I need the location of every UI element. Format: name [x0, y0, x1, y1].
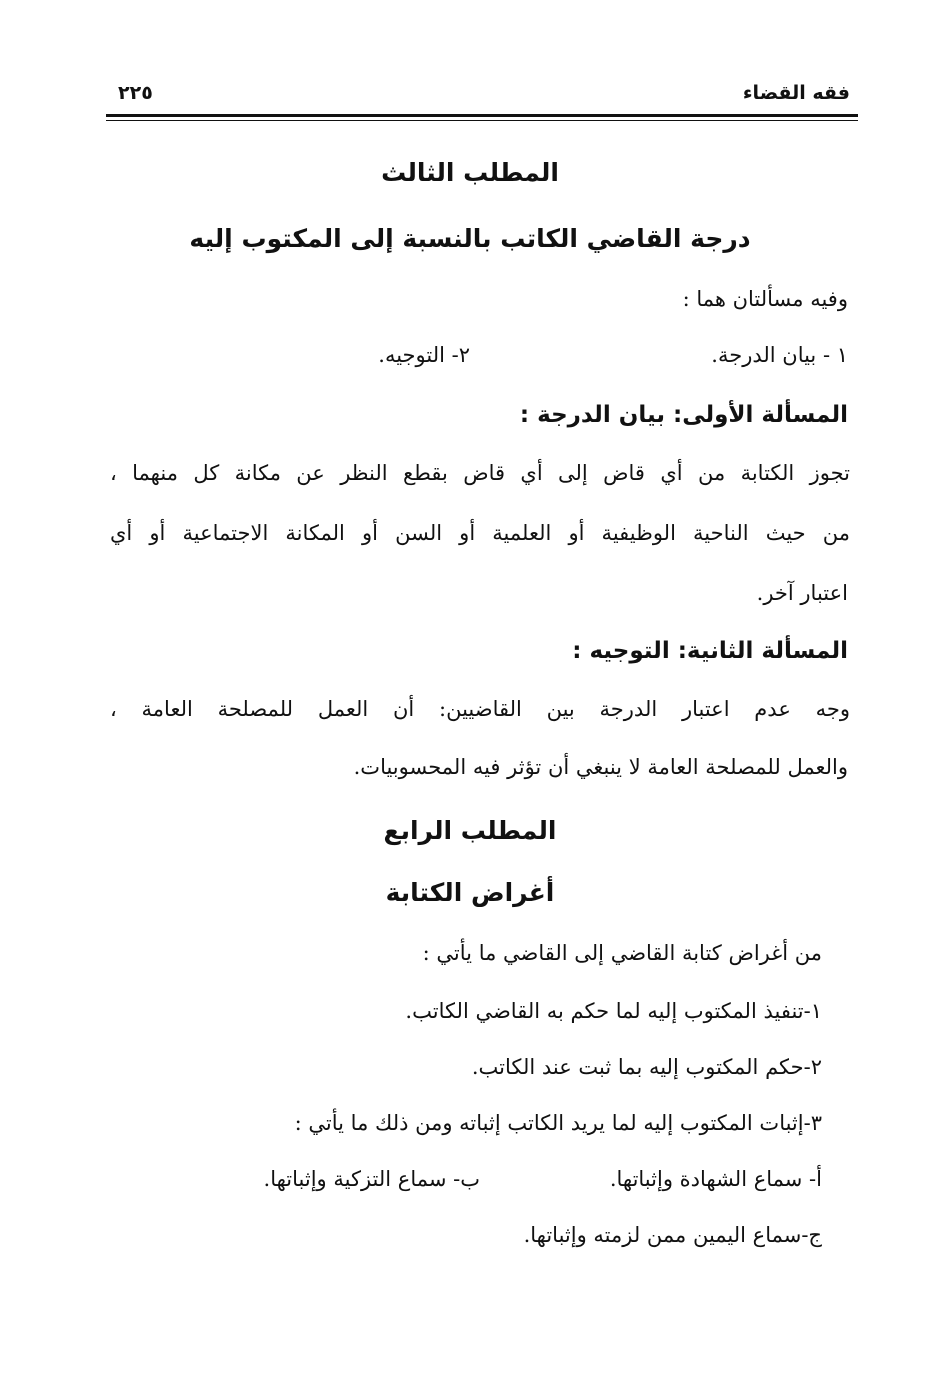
section4-item-1: ١-تنفيذ المكتوب إليه لما حكم به القاضي الكاتب. [405, 999, 822, 1023]
section4-sub-c: ج-سماع اليمين ممن لزمته وإثباتها. [523, 1223, 822, 1247]
issue1-line-3: اعتبار آخر. [756, 581, 848, 605]
page-number: ٢٢٥ [118, 82, 153, 104]
book-title: فقه القضاء [742, 82, 850, 104]
section4-intro: من أغراض كتابة القاضي إلى القاضي ما يأتي : [422, 941, 822, 965]
section4-item-3: ٣-إثبات المكتوب إليه لما يريد الكاتب إثباته ومن ذلك ما يأتي : [294, 1111, 822, 1135]
issue2-title: المسألة الثانية: التوجيه : [572, 638, 848, 664]
section3-title: المطلب الثالث [381, 158, 559, 187]
section3-item-2: ٢- التوجيه. [378, 343, 470, 367]
issue1-line-2: من حيث الناحية الوظيفية أو العلمية أو السن أو المكانة الاجتماعية أو أي [110, 521, 850, 545]
section3-intro: وفيه مسألتان هما : [682, 287, 848, 311]
issue2-line-2: والعمل للمصلحة العامة لا ينبغي أن تؤثر فيه المحسوبيات. [353, 755, 848, 779]
running-header [112, 78, 850, 114]
section4-sub-a: أ- سماع الشهادة وإثباتها. [609, 1167, 822, 1191]
section4-item-2: ٢-حكم المكتوب إليه بما ثبت عند الكاتب. [471, 1055, 822, 1079]
issue2-line-1: وجه عدم اعتبار الدرجة بين القاضيين: أن العمل للمصلحة العامة ، [110, 697, 850, 721]
issue1-line-1: تجوز الكتابة من أي قاض إلى أي قاض بقطع النظر عن مكانة كل منهما ، [110, 461, 850, 485]
section4-subtitle: أغراض الكتابة [385, 878, 555, 907]
header-rule-thin [106, 120, 858, 121]
section3-subtitle: درجة القاضي الكاتب بالنسبة إلى المكتوب إليه [189, 224, 751, 253]
header-rule-thick [106, 114, 858, 117]
issue1-title: المسألة الأولى: بيان الدرجة : [519, 402, 848, 428]
section4-sub-b: ب- سماع التزكية وإثباتها. [263, 1167, 480, 1191]
section4-title: المطلب الرابع [383, 816, 557, 845]
section3-item-1: ١ - بيان الدرجة. [711, 343, 848, 367]
